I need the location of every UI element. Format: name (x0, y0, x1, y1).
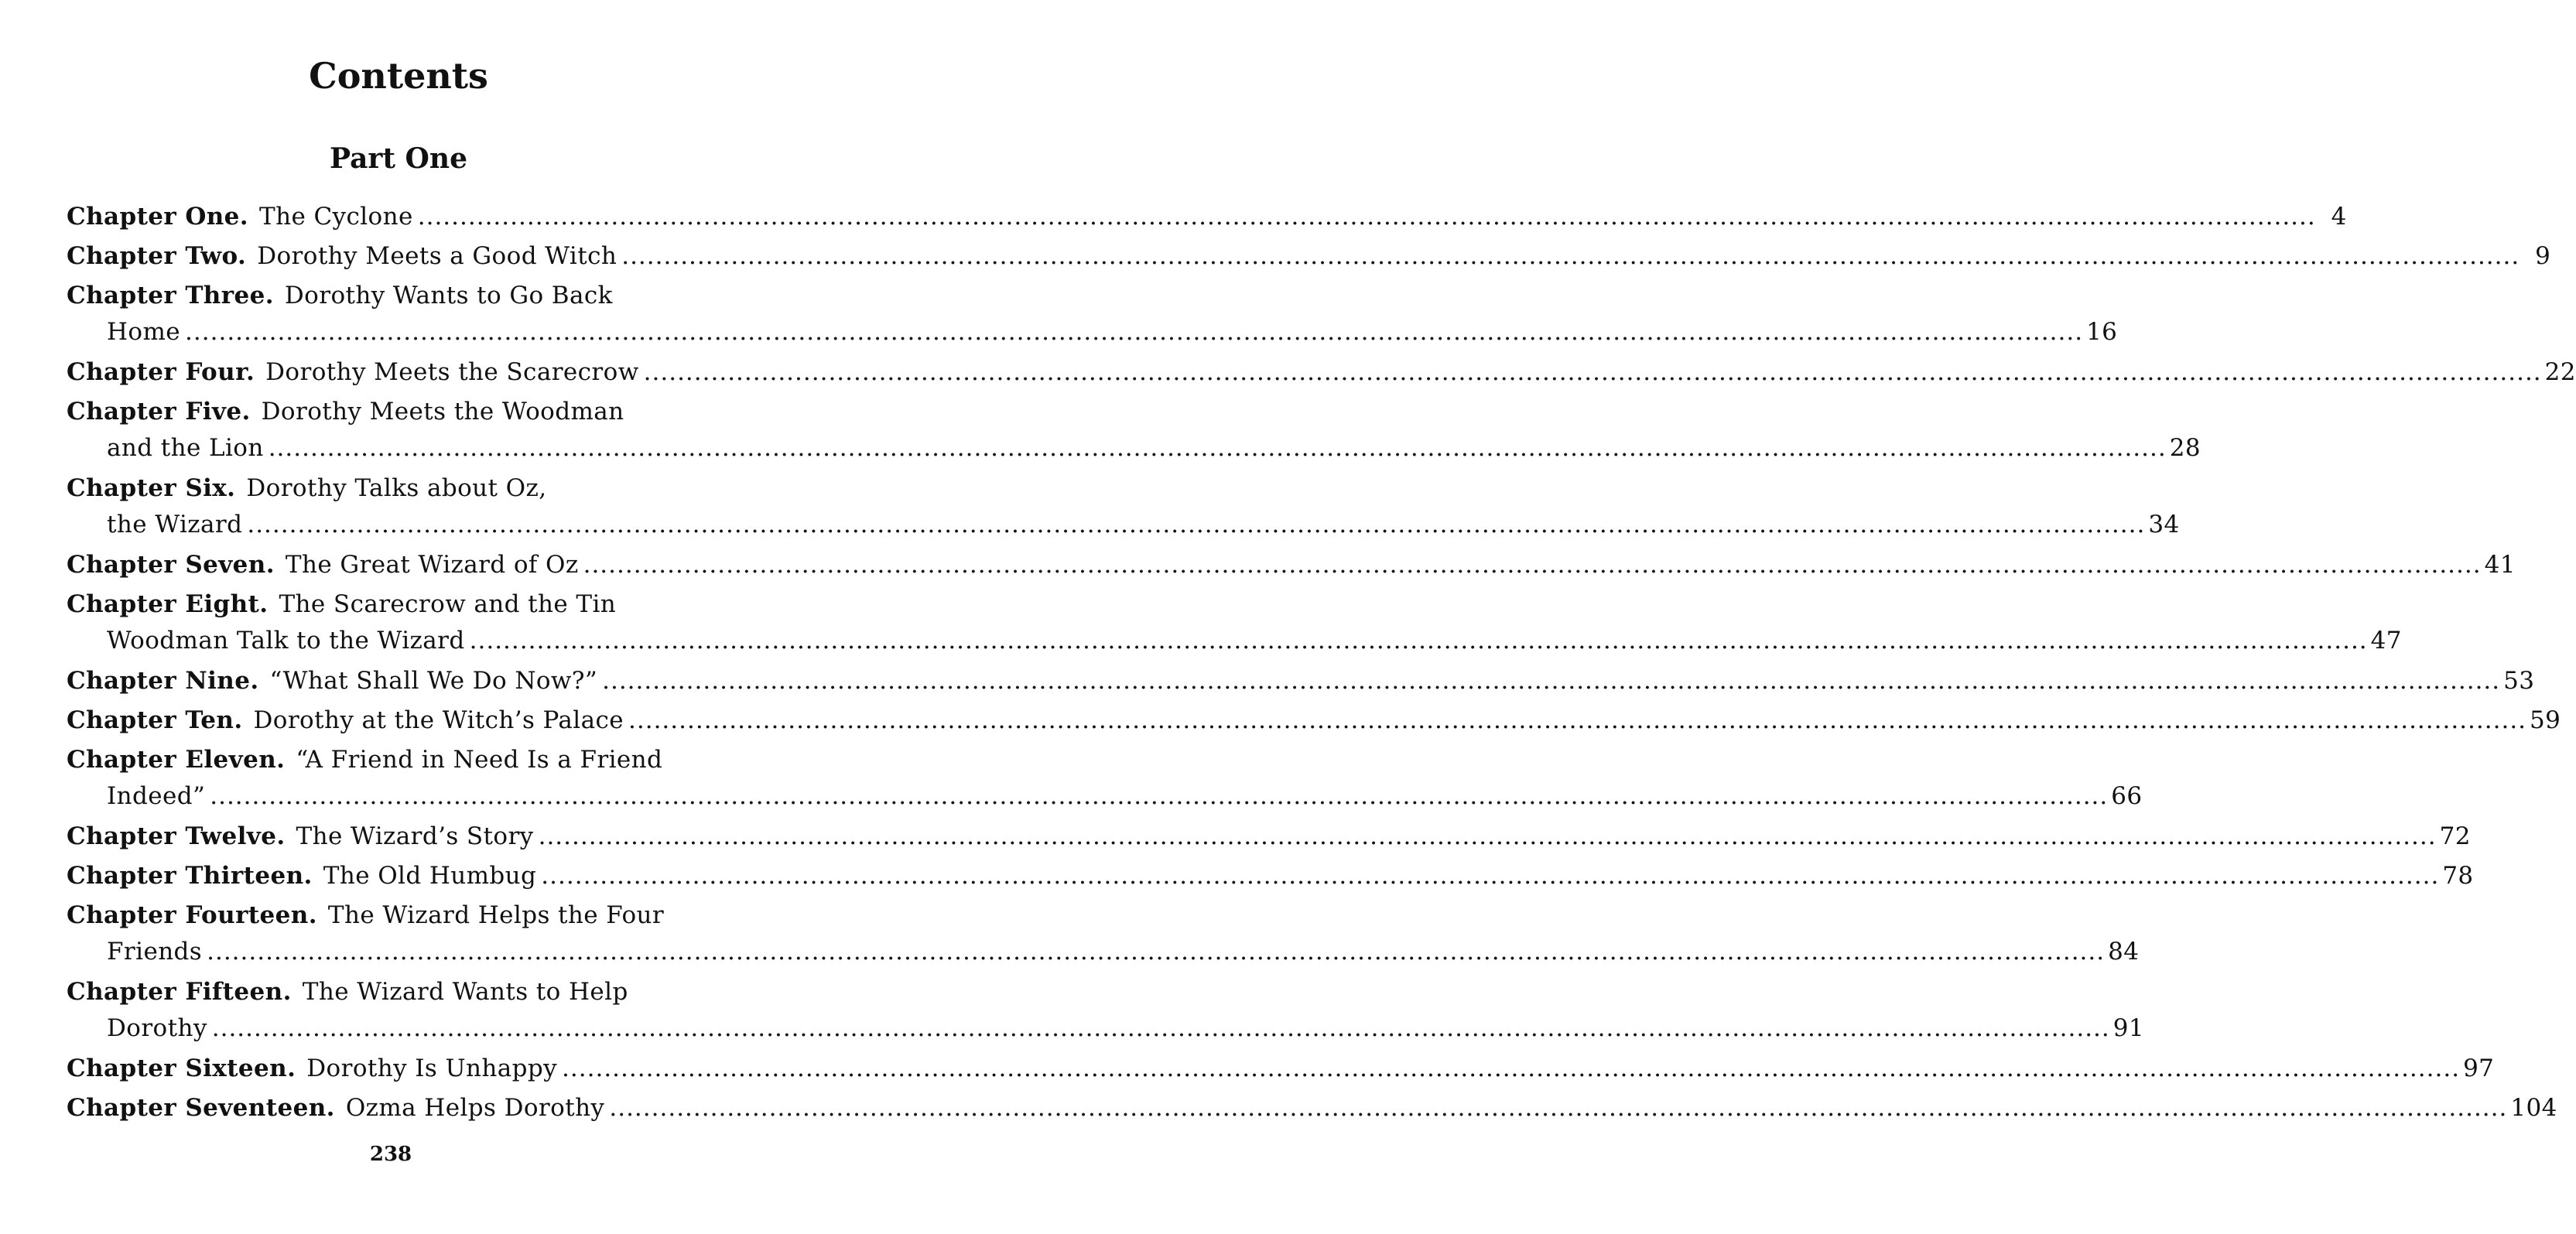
chapter-page-number: 84 (2108, 938, 2140, 966)
toc-entry[interactable] (63, 898, 2140, 970)
chapter-title: Dorothy Talks about Oz, (246, 474, 547, 502)
chapter-page-number: 59 (2530, 706, 2561, 734)
dot-leader (539, 819, 2437, 854)
toc-entry-line-continued (63, 622, 2402, 659)
toc-entry-line (63, 898, 720, 933)
chapter-title-continued: and the Lion (107, 434, 264, 462)
dot-leader (602, 664, 2500, 699)
chapter-page-number: 28 (2169, 434, 2201, 462)
toc-entry[interactable] (63, 859, 2474, 894)
chapter-page-number: 72 (2439, 822, 2471, 850)
page-number: 238 (369, 1143, 412, 1166)
chapter-page-number: 22 (2544, 358, 2576, 386)
table-of-contents (63, 200, 2576, 1130)
toc-entry-line (63, 859, 2474, 894)
chapter-title: The Wizard Helps the Four (327, 901, 665, 929)
toc-entry-line (63, 703, 2561, 738)
toc-entry-line (63, 279, 720, 313)
chapter-page-number: 4 (2331, 203, 2347, 231)
chapter-title: Dorothy at the Witch’s Palace (253, 706, 624, 734)
chapter-title-continued: the Wizard (107, 511, 243, 538)
chapter-label: Chapter Six. (67, 474, 236, 502)
toc-entry-line-continued (63, 429, 2201, 467)
chapter-page-number: 47 (2370, 627, 2402, 655)
dot-leader (470, 622, 2368, 659)
chapter-label: Chapter Twelve. (67, 822, 286, 850)
dot-leader (418, 200, 2316, 234)
toc-entry[interactable] (63, 279, 2118, 350)
dot-leader (269, 429, 2167, 467)
chapter-page-number: 34 (2148, 511, 2180, 538)
chapter-label: Chapter Eight. (67, 590, 269, 618)
dot-leader (628, 703, 2526, 738)
toc-entry[interactable] (63, 200, 2347, 234)
chapter-page-number: 66 (2111, 782, 2143, 810)
dot-leader (210, 778, 2108, 815)
toc-entry-line (63, 975, 720, 1010)
toc-entry-line (63, 743, 720, 778)
toc-entry-line (63, 1091, 2557, 1126)
toc-entry-line (63, 471, 720, 506)
chapter-title: “What Shall We Do Now?” (269, 667, 598, 695)
toc-entry-line (63, 664, 2535, 699)
dot-leader (609, 1091, 2507, 1126)
toc-entry[interactable] (63, 703, 2561, 738)
chapter-page-number: 53 (2503, 667, 2535, 695)
chapter-title: Dorothy Is Unhappy (306, 1055, 558, 1082)
toc-entry-line (63, 587, 720, 622)
toc-entry-line-continued (63, 778, 2143, 815)
toc-entry-line (63, 1051, 2495, 1086)
dot-leader (562, 1051, 2460, 1086)
chapter-title-continued: Home (107, 318, 181, 346)
chapter-label: Chapter Eleven. (67, 746, 286, 774)
chapter-page-number: 78 (2442, 862, 2474, 890)
dot-leader (247, 506, 2145, 543)
chapter-label: Chapter Four. (67, 358, 255, 386)
chapter-page-number: 97 (2463, 1055, 2495, 1082)
chapter-title: Dorothy Wants to Go Back (284, 282, 613, 309)
dot-leader (583, 548, 2482, 583)
chapter-label: Chapter One. (67, 203, 248, 231)
toc-entry[interactable] (63, 395, 2201, 467)
chapter-page-number: 41 (2484, 551, 2516, 579)
toc-entry[interactable] (63, 239, 2551, 274)
chapter-label: Chapter Nine. (67, 667, 259, 695)
toc-entry[interactable] (63, 975, 2145, 1047)
chapter-title: “A Friend in Need Is a Friend (296, 746, 663, 774)
part-heading: Part One (330, 142, 467, 175)
dot-leader (541, 859, 2439, 894)
dot-leader (212, 1010, 2110, 1047)
toc-entry[interactable] (63, 664, 2535, 699)
toc-entry-line (63, 819, 2471, 854)
toc-entry[interactable] (63, 819, 2471, 854)
page-title: Contents (309, 55, 488, 97)
toc-entry[interactable] (63, 471, 2180, 543)
chapter-title: The Old Humbug (323, 862, 537, 890)
chapter-title: Dorothy Meets a Good Witch (257, 242, 617, 270)
toc-entry-line-continued (63, 933, 2140, 970)
dot-leader (621, 239, 2520, 274)
toc-entry-line (63, 239, 2551, 274)
chapter-title: Dorothy Meets the Scarecrow (265, 358, 639, 386)
chapter-page-number: 9 (2535, 242, 2551, 270)
chapter-label: Chapter Fifteen. (67, 978, 292, 1006)
chapter-label: Chapter Fourteen. (67, 901, 317, 929)
chapter-title: Dorothy Meets the Woodman (261, 398, 624, 426)
chapter-label: Chapter Ten. (67, 706, 243, 734)
chapter-label: Chapter Three. (67, 282, 274, 309)
dot-leader (207, 933, 2105, 970)
chapter-title: The Wizard’s Story (296, 822, 534, 850)
chapter-label: Chapter Seven. (67, 551, 275, 579)
toc-entry-line (63, 548, 2516, 583)
chapter-title-continued: Woodman Talk to the Wizard (107, 627, 465, 655)
toc-entry-line (63, 200, 2347, 234)
toc-entry-line (63, 395, 720, 429)
toc-entry-line (63, 355, 2576, 390)
chapter-page-number: 16 (2086, 318, 2118, 346)
toc-entry[interactable] (63, 1091, 2557, 1126)
chapter-title: The Great Wizard of Oz (285, 551, 579, 579)
chapter-title: The Cyclone (259, 203, 413, 231)
chapter-label: Chapter Thirteen. (67, 862, 313, 890)
chapter-title-continued: Dorothy (107, 1014, 207, 1042)
toc-entry-line-continued (63, 506, 2180, 543)
toc-entry[interactable] (63, 355, 2576, 390)
chapter-label: Chapter Sixteen. (67, 1055, 296, 1082)
toc-entry[interactable] (63, 548, 2516, 583)
chapter-page-number: 104 (2510, 1094, 2557, 1122)
dot-leader (644, 355, 2542, 390)
chapter-label: Chapter Two. (67, 242, 247, 270)
dot-leader (185, 313, 2083, 350)
toc-entry-line-continued (63, 1010, 2145, 1047)
chapter-title: Ozma Helps Dorothy (345, 1094, 605, 1122)
chapter-title: The Scarecrow and the Tin (279, 590, 617, 618)
chapter-title: The Wizard Wants to Help (302, 978, 628, 1006)
chapter-title-continued: Friends (107, 938, 203, 966)
chapter-label: Chapter Seventeen. (67, 1094, 335, 1122)
toc-entry[interactable] (63, 743, 2143, 815)
toc-entry-line-continued (63, 313, 2118, 350)
chapter-title-continued: Indeed” (107, 782, 206, 810)
chapter-page-number: 91 (2112, 1014, 2145, 1042)
toc-entry[interactable] (63, 587, 2402, 659)
chapter-label: Chapter Five. (67, 398, 251, 426)
toc-entry[interactable] (63, 1051, 2495, 1086)
